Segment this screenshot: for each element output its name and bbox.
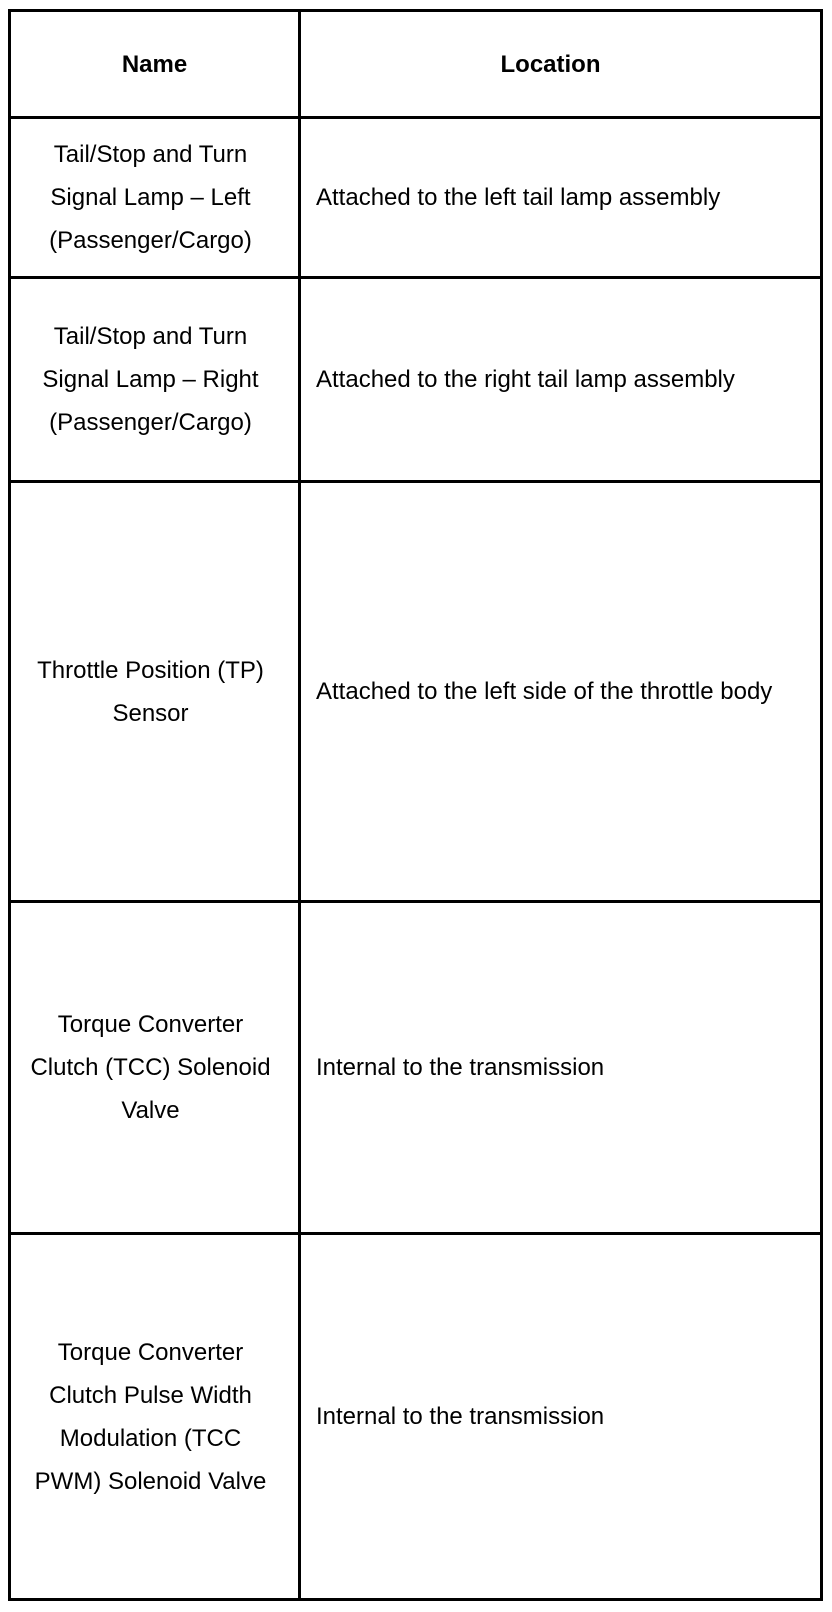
component-location-table [8, 9, 823, 1601]
component-location: Internal to the transmission [316, 1054, 605, 1081]
table-row-4-name-cell [11, 903, 301, 1235]
component-location: Attached to the left side of the throttle body [316, 678, 773, 705]
table-row-3-location-cell [301, 483, 820, 903]
table-row-3-name-cell [11, 483, 301, 903]
component-name: Throttle Position (TP) Sensor [37, 656, 264, 727]
table-row-4-location-cell [301, 903, 820, 1235]
component-location: Internal to the transmission [316, 1403, 605, 1430]
component-name: Tail/Stop and Turn Signal Lamp – Left (Passenger/Cargo) [49, 141, 252, 254]
table-row-5-name-cell [11, 1235, 301, 1598]
table-row-2-name-cell [11, 279, 301, 483]
table-row-1-name-cell [11, 119, 301, 279]
component-location: Attached to the left tail lamp assembly [316, 184, 721, 211]
table-row-2-location-cell [301, 279, 820, 483]
name-column-header [11, 12, 301, 119]
component-name: Torque Converter Clutch (TCC) Solenoid Valve [30, 1011, 271, 1124]
component-name: Torque Converter Clutch Pulse Width Modulation (TCC PWM) Solenoid Valve [34, 1338, 267, 1495]
name-header-label: Name [121, 50, 188, 78]
component-name: Tail/Stop and Turn Signal Lamp – Right (Passenger/Cargo) [42, 323, 259, 436]
component-location: Attached to the right tail lamp assembly [316, 366, 735, 393]
location-column-header [301, 12, 820, 119]
table-row-5-location-cell [301, 1235, 820, 1598]
location-header-label: Location [500, 50, 601, 78]
table-row-1-location-cell [301, 119, 820, 279]
